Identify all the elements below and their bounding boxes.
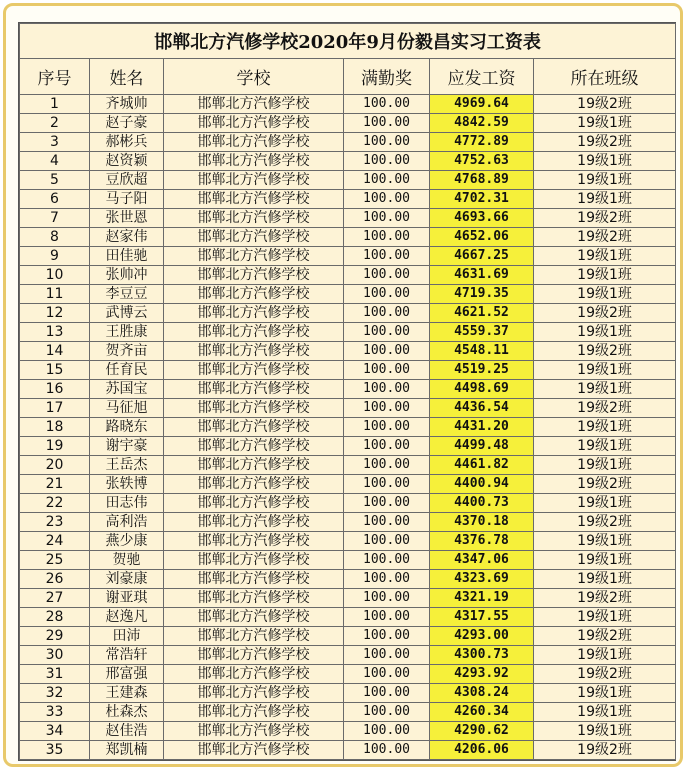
cell-gross-pay: 4400.73 xyxy=(430,494,534,513)
cell-name: 赵佳浩 xyxy=(90,722,164,741)
cell-name: 赵资颖 xyxy=(90,152,164,171)
cell-index: 35 xyxy=(20,741,90,760)
cell-class: 19级2班 xyxy=(534,589,676,608)
table-row xyxy=(20,627,676,646)
cell-index: 29 xyxy=(20,627,90,646)
cell-class: 19级2班 xyxy=(534,95,676,114)
cell-gross-pay: 4293.92 xyxy=(430,665,534,684)
cell-attendance-bonus: 100.00 xyxy=(344,380,430,399)
cell-school: 邯郸北方汽修学校 xyxy=(164,133,344,152)
cell-name: 邢富强 xyxy=(90,665,164,684)
cell-attendance-bonus: 100.00 xyxy=(344,437,430,456)
cell-index: 27 xyxy=(20,589,90,608)
cell-school: 邯郸北方汽修学校 xyxy=(164,209,344,228)
cell-index: 16 xyxy=(20,380,90,399)
cell-school: 邯郸北方汽修学校 xyxy=(164,342,344,361)
cell-school: 邯郸北方汽修学校 xyxy=(164,190,344,209)
table-row xyxy=(20,741,676,760)
cell-gross-pay: 4321.19 xyxy=(430,589,534,608)
cell-school: 邯郸北方汽修学校 xyxy=(164,399,344,418)
cell-gross-pay: 4768.89 xyxy=(430,171,534,190)
cell-class: 19级1班 xyxy=(534,247,676,266)
table-row xyxy=(20,513,676,532)
cell-attendance-bonus: 100.00 xyxy=(344,304,430,323)
table-row xyxy=(20,285,676,304)
cell-index: 20 xyxy=(20,456,90,475)
cell-school: 邯郸北方汽修学校 xyxy=(164,665,344,684)
cell-name: 赵子豪 xyxy=(90,114,164,133)
cell-attendance-bonus: 100.00 xyxy=(344,361,430,380)
cell-name: 齐城帅 xyxy=(90,95,164,114)
cell-name: 贺齐亩 xyxy=(90,342,164,361)
cell-attendance-bonus: 100.00 xyxy=(344,741,430,760)
table-row xyxy=(20,646,676,665)
cell-school: 邯郸北方汽修学校 xyxy=(164,532,344,551)
cell-class: 19级1班 xyxy=(534,266,676,285)
table-row xyxy=(20,342,676,361)
title-row xyxy=(20,24,676,59)
cell-class: 19级1班 xyxy=(534,114,676,133)
cell-attendance-bonus: 100.00 xyxy=(344,209,430,228)
table-row xyxy=(20,247,676,266)
header-row xyxy=(20,59,676,95)
header-school: 学校 xyxy=(164,59,344,95)
cell-name: 苏国宝 xyxy=(90,380,164,399)
cell-gross-pay: 4317.55 xyxy=(430,608,534,627)
table-row xyxy=(20,475,676,494)
cell-class: 19级1班 xyxy=(534,456,676,475)
cell-class: 19级1班 xyxy=(534,703,676,722)
cell-school: 邯郸北方汽修学校 xyxy=(164,380,344,399)
cell-attendance-bonus: 100.00 xyxy=(344,703,430,722)
cell-gross-pay: 4772.89 xyxy=(430,133,534,152)
cell-gross-pay: 4621.52 xyxy=(430,304,534,323)
sheet-title: 邯郸北方汽修学校2020年9月份毅昌实习工资表 xyxy=(20,24,676,59)
cell-attendance-bonus: 100.00 xyxy=(344,456,430,475)
cell-school: 邯郸北方汽修学校 xyxy=(164,114,344,133)
cell-index: 13 xyxy=(20,323,90,342)
cell-index: 28 xyxy=(20,608,90,627)
cell-name: 张世恩 xyxy=(90,209,164,228)
cell-index: 23 xyxy=(20,513,90,532)
cell-class: 19级2班 xyxy=(534,304,676,323)
cell-name: 田志伟 xyxy=(90,494,164,513)
table-row xyxy=(20,608,676,627)
table-row xyxy=(20,570,676,589)
cell-class: 19级1班 xyxy=(534,437,676,456)
cell-name: 田沛 xyxy=(90,627,164,646)
cell-school: 邯郸北方汽修学校 xyxy=(164,722,344,741)
cell-class: 19级2班 xyxy=(534,228,676,247)
cell-name: 刘豪康 xyxy=(90,570,164,589)
cell-gross-pay: 4519.25 xyxy=(430,361,534,380)
cell-gross-pay: 4400.94 xyxy=(430,475,534,494)
cell-class: 19级2班 xyxy=(534,741,676,760)
table-row xyxy=(20,152,676,171)
cell-gross-pay: 4693.66 xyxy=(430,209,534,228)
cell-index: 21 xyxy=(20,475,90,494)
cell-school: 邯郸北方汽修学校 xyxy=(164,627,344,646)
table-row xyxy=(20,133,676,152)
cell-name: 贺驰 xyxy=(90,551,164,570)
cell-attendance-bonus: 100.00 xyxy=(344,133,430,152)
cell-gross-pay: 4652.06 xyxy=(430,228,534,247)
cell-attendance-bonus: 100.00 xyxy=(344,266,430,285)
header-gross-pay: 应发工资 xyxy=(430,59,534,95)
header-name: 姓名 xyxy=(90,59,164,95)
cell-gross-pay: 4498.69 xyxy=(430,380,534,399)
cell-attendance-bonus: 100.00 xyxy=(344,665,430,684)
salary-table xyxy=(19,23,676,760)
cell-class: 19级2班 xyxy=(534,475,676,494)
cell-school: 邯郸北方汽修学校 xyxy=(164,95,344,114)
cell-name: 路晓东 xyxy=(90,418,164,437)
cell-class: 19级1班 xyxy=(534,722,676,741)
cell-gross-pay: 4260.34 xyxy=(430,703,534,722)
cell-index: 11 xyxy=(20,285,90,304)
cell-school: 邯郸北方汽修学校 xyxy=(164,285,344,304)
cell-school: 邯郸北方汽修学校 xyxy=(164,684,344,703)
cell-class: 19级1班 xyxy=(534,608,676,627)
header-index: 序号 xyxy=(20,59,90,95)
cell-class: 19级1班 xyxy=(534,646,676,665)
cell-class: 19级1班 xyxy=(534,380,676,399)
table-row xyxy=(20,456,676,475)
cell-index: 34 xyxy=(20,722,90,741)
cell-school: 邯郸北方汽修学校 xyxy=(164,741,344,760)
cell-name: 高利浩 xyxy=(90,513,164,532)
cell-school: 邯郸北方汽修学校 xyxy=(164,361,344,380)
salary-sheet xyxy=(18,22,676,761)
cell-class: 19级2班 xyxy=(534,133,676,152)
table-row xyxy=(20,323,676,342)
cell-attendance-bonus: 100.00 xyxy=(344,247,430,266)
cell-index: 18 xyxy=(20,418,90,437)
cell-name: 赵家伟 xyxy=(90,228,164,247)
cell-index: 19 xyxy=(20,437,90,456)
table-row xyxy=(20,190,676,209)
cell-name: 郝彬兵 xyxy=(90,133,164,152)
cell-gross-pay: 4290.62 xyxy=(430,722,534,741)
cell-gross-pay: 4667.25 xyxy=(430,247,534,266)
cell-class: 19级2班 xyxy=(534,627,676,646)
cell-attendance-bonus: 100.00 xyxy=(344,418,430,437)
cell-name: 田佳驰 xyxy=(90,247,164,266)
cell-gross-pay: 4752.63 xyxy=(430,152,534,171)
cell-school: 邯郸北方汽修学校 xyxy=(164,228,344,247)
cell-school: 邯郸北方汽修学校 xyxy=(164,152,344,171)
cell-class: 19级1班 xyxy=(534,494,676,513)
cell-class: 19级1班 xyxy=(534,361,676,380)
cell-class: 19级1班 xyxy=(534,684,676,703)
cell-name: 郑凯楠 xyxy=(90,741,164,760)
cell-gross-pay: 4347.06 xyxy=(430,551,534,570)
cell-gross-pay: 4308.24 xyxy=(430,684,534,703)
cell-attendance-bonus: 100.00 xyxy=(344,570,430,589)
cell-name: 燕少康 xyxy=(90,532,164,551)
cell-gross-pay: 4293.00 xyxy=(430,627,534,646)
cell-class: 19级1班 xyxy=(534,418,676,437)
cell-school: 邯郸北方汽修学校 xyxy=(164,418,344,437)
cell-name: 马子阳 xyxy=(90,190,164,209)
cell-attendance-bonus: 100.00 xyxy=(344,152,430,171)
cell-name: 常浩轩 xyxy=(90,646,164,665)
cell-gross-pay: 4969.64 xyxy=(430,95,534,114)
cell-index: 5 xyxy=(20,171,90,190)
cell-index: 4 xyxy=(20,152,90,171)
header-class: 所在班级 xyxy=(534,59,676,95)
table-row xyxy=(20,209,676,228)
cell-name: 武博云 xyxy=(90,304,164,323)
cell-name: 谢宇豪 xyxy=(90,437,164,456)
cell-index: 31 xyxy=(20,665,90,684)
table-row xyxy=(20,418,676,437)
cell-attendance-bonus: 100.00 xyxy=(344,475,430,494)
cell-school: 邯郸北方汽修学校 xyxy=(164,589,344,608)
table-row xyxy=(20,551,676,570)
cell-class: 19级1班 xyxy=(534,323,676,342)
cell-index: 10 xyxy=(20,266,90,285)
table-row xyxy=(20,494,676,513)
cell-school: 邯郸北方汽修学校 xyxy=(164,494,344,513)
cell-gross-pay: 4719.35 xyxy=(430,285,534,304)
cell-attendance-bonus: 100.00 xyxy=(344,513,430,532)
cell-attendance-bonus: 100.00 xyxy=(344,323,430,342)
table-row xyxy=(20,380,676,399)
cell-gross-pay: 4370.18 xyxy=(430,513,534,532)
cell-index: 17 xyxy=(20,399,90,418)
cell-class: 19级1班 xyxy=(534,532,676,551)
cell-index: 15 xyxy=(20,361,90,380)
cell-school: 邯郸北方汽修学校 xyxy=(164,608,344,627)
table-row xyxy=(20,665,676,684)
cell-gross-pay: 4436.54 xyxy=(430,399,534,418)
cell-attendance-bonus: 100.00 xyxy=(344,551,430,570)
cell-school: 邯郸北方汽修学校 xyxy=(164,437,344,456)
table-row xyxy=(20,684,676,703)
cell-attendance-bonus: 100.00 xyxy=(344,532,430,551)
cell-class: 19级2班 xyxy=(534,209,676,228)
cell-index: 26 xyxy=(20,570,90,589)
cell-index: 30 xyxy=(20,646,90,665)
cell-school: 邯郸北方汽修学校 xyxy=(164,266,344,285)
cell-name: 任育民 xyxy=(90,361,164,380)
cell-attendance-bonus: 100.00 xyxy=(344,399,430,418)
cell-attendance-bonus: 100.00 xyxy=(344,171,430,190)
cell-gross-pay: 4499.48 xyxy=(430,437,534,456)
table-row xyxy=(20,532,676,551)
cell-name: 赵逸凡 xyxy=(90,608,164,627)
cell-school: 邯郸北方汽修学校 xyxy=(164,171,344,190)
cell-name: 张轶博 xyxy=(90,475,164,494)
cell-name: 王岳杰 xyxy=(90,456,164,475)
cell-name: 谢亚琪 xyxy=(90,589,164,608)
cell-attendance-bonus: 100.00 xyxy=(344,228,430,247)
cell-attendance-bonus: 100.00 xyxy=(344,627,430,646)
cell-index: 2 xyxy=(20,114,90,133)
cell-index: 25 xyxy=(20,551,90,570)
table-row xyxy=(20,589,676,608)
cell-index: 32 xyxy=(20,684,90,703)
cell-gross-pay: 4631.69 xyxy=(430,266,534,285)
table-row xyxy=(20,114,676,133)
cell-class: 19级2班 xyxy=(534,399,676,418)
cell-gross-pay: 4548.11 xyxy=(430,342,534,361)
cell-index: 7 xyxy=(20,209,90,228)
table-row xyxy=(20,266,676,285)
cell-index: 1 xyxy=(20,95,90,114)
cell-gross-pay: 4206.06 xyxy=(430,741,534,760)
table-row xyxy=(20,95,676,114)
cell-attendance-bonus: 100.00 xyxy=(344,608,430,627)
cell-gross-pay: 4842.59 xyxy=(430,114,534,133)
cell-gross-pay: 4376.78 xyxy=(430,532,534,551)
cell-school: 邯郸北方汽修学校 xyxy=(164,304,344,323)
cell-school: 邯郸北方汽修学校 xyxy=(164,323,344,342)
cell-attendance-bonus: 100.00 xyxy=(344,722,430,741)
cell-attendance-bonus: 100.00 xyxy=(344,646,430,665)
cell-gross-pay: 4559.37 xyxy=(430,323,534,342)
cell-index: 12 xyxy=(20,304,90,323)
cell-index: 3 xyxy=(20,133,90,152)
cell-class: 19级1班 xyxy=(534,551,676,570)
cell-index: 6 xyxy=(20,190,90,209)
cell-attendance-bonus: 100.00 xyxy=(344,342,430,361)
cell-class: 19级1班 xyxy=(534,570,676,589)
cell-name: 杜森杰 xyxy=(90,703,164,722)
cell-attendance-bonus: 100.00 xyxy=(344,589,430,608)
cell-class: 19级2班 xyxy=(534,513,676,532)
cell-gross-pay: 4300.73 xyxy=(430,646,534,665)
cell-school: 邯郸北方汽修学校 xyxy=(164,247,344,266)
cell-school: 邯郸北方汽修学校 xyxy=(164,551,344,570)
cell-gross-pay: 4702.31 xyxy=(430,190,534,209)
cell-name: 豆欣超 xyxy=(90,171,164,190)
cell-school: 邯郸北方汽修学校 xyxy=(164,646,344,665)
cell-gross-pay: 4431.20 xyxy=(430,418,534,437)
cell-school: 邯郸北方汽修学校 xyxy=(164,513,344,532)
cell-index: 9 xyxy=(20,247,90,266)
cell-class: 19级1班 xyxy=(534,171,676,190)
cell-name: 王建森 xyxy=(90,684,164,703)
cell-index: 22 xyxy=(20,494,90,513)
cell-index: 14 xyxy=(20,342,90,361)
cell-school: 邯郸北方汽修学校 xyxy=(164,475,344,494)
header-attendance-bonus: 满勤奖 xyxy=(344,59,430,95)
cell-class: 19级2班 xyxy=(534,342,676,361)
cell-school: 邯郸北方汽修学校 xyxy=(164,570,344,589)
cell-attendance-bonus: 100.00 xyxy=(344,190,430,209)
cell-name: 王胜康 xyxy=(90,323,164,342)
cell-index: 33 xyxy=(20,703,90,722)
table-row xyxy=(20,437,676,456)
table-row xyxy=(20,304,676,323)
table-row xyxy=(20,361,676,380)
cell-class: 19级1班 xyxy=(534,190,676,209)
cell-index: 24 xyxy=(20,532,90,551)
cell-gross-pay: 4461.82 xyxy=(430,456,534,475)
cell-attendance-bonus: 100.00 xyxy=(344,494,430,513)
table-row xyxy=(20,228,676,247)
cell-gross-pay: 4323.69 xyxy=(430,570,534,589)
table-row xyxy=(20,171,676,190)
cell-attendance-bonus: 100.00 xyxy=(344,285,430,304)
table-row xyxy=(20,722,676,741)
table-row xyxy=(20,703,676,722)
cell-name: 张帅冲 xyxy=(90,266,164,285)
cell-attendance-bonus: 100.00 xyxy=(344,95,430,114)
cell-school: 邯郸北方汽修学校 xyxy=(164,456,344,475)
cell-attendance-bonus: 100.00 xyxy=(344,114,430,133)
cell-index: 8 xyxy=(20,228,90,247)
cell-attendance-bonus: 100.00 xyxy=(344,684,430,703)
cell-name: 马征旭 xyxy=(90,399,164,418)
cell-class: 19级1班 xyxy=(534,152,676,171)
cell-class: 19级2班 xyxy=(534,665,676,684)
cell-school: 邯郸北方汽修学校 xyxy=(164,703,344,722)
table-row xyxy=(20,399,676,418)
cell-name: 李豆豆 xyxy=(90,285,164,304)
cell-class: 19级1班 xyxy=(534,285,676,304)
